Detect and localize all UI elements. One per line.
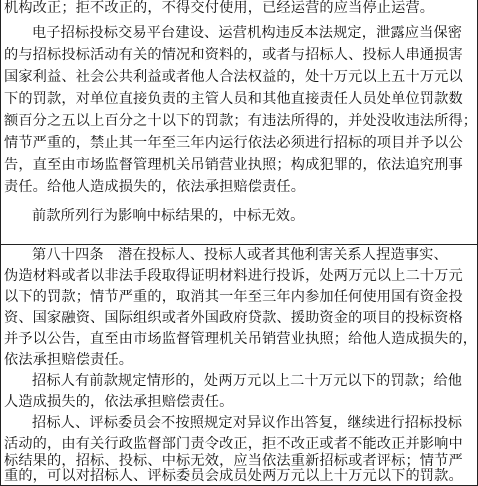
text-line: 责任。给他人造成损失的，依法承担赔偿责任。 [4,179,306,195]
text-line: 下的罚款，对单位直接负责的主管人员和其他直接责任人员处单位罚款数 [4,91,463,107]
text-line: 资、国家融资、国际组织或者外国政府贷款、援助资金的项目的投标资格 [4,310,463,326]
text-line: 告，直至由市场监督管理机关吊销营业执照；构成犯罪的，依法追究刑事 [4,157,463,173]
text-line: 重的，可以对招标人、评标委员会成员处两万元以上十万元以下的罚款。 [4,468,463,484]
paragraph-start-line: 招标人、评标委员会不按照规定对异议作出答复，继续进行招标投标 [32,415,463,431]
text-line: 并予以公告，直至由市场监督管理机关吊销营业执照；给他人造成损失的， [4,331,478,347]
table-cell-bottom [0,245,478,486]
paragraph-start-line: 电子招标投标交易平台建设、运营机构违反本法规定，泄露应当保密 [32,25,463,41]
paragraph-start-line: 招标人有前款规定情形的，处两万元以上二十万元以下的罚款；给他 [32,373,463,389]
paragraph-start-line: 前款所列行为影响中标结果的，中标无效。 [32,208,305,224]
text-line: 依法承担赔偿责任。 [4,352,134,368]
text-line: 伪造材料或者以非法手段取得证明材料进行投诉，处两万元以上二十万元 [4,268,463,284]
article-heading-line: 第八十四条 潜在投标人、投标人或者其他利害关系人捏造事实、 [32,247,448,263]
text-line: 以下的罚款；情节严重的，取消其一年至三年内参加任何使用国有资金投 [4,289,463,305]
text-line: 国家利益、社会公共利益或者他人合法权益的，处十万元以上五十万元以 [4,69,463,85]
text-line: 人造成损失的，依法承担赔偿责任。 [4,394,234,410]
text-line: 机构改正；拒不改正的，不得交付使用，已经运营的应当停止运营。 [4,0,435,16]
text-line: 情节严重的，禁止其一年至三年内运行依法必须进行招标的项目并予以公 [4,135,463,151]
text-line: 额百分之五以上百分之十以下的罚款；有违法所得的，并处没收违法所得； [4,113,478,129]
text-line: 标结果的，招标、投标、中标无效，应当依法重新招标或者评标；情节严 [4,453,463,469]
text-line: 活动的，由有关行政监督部门责令改正，拒不改正或者不能改正并影响中 [4,436,463,452]
text-line: 的与招标投标活动有关的情况和资料的，或者与招标人、投标人串通损害 [4,47,463,63]
